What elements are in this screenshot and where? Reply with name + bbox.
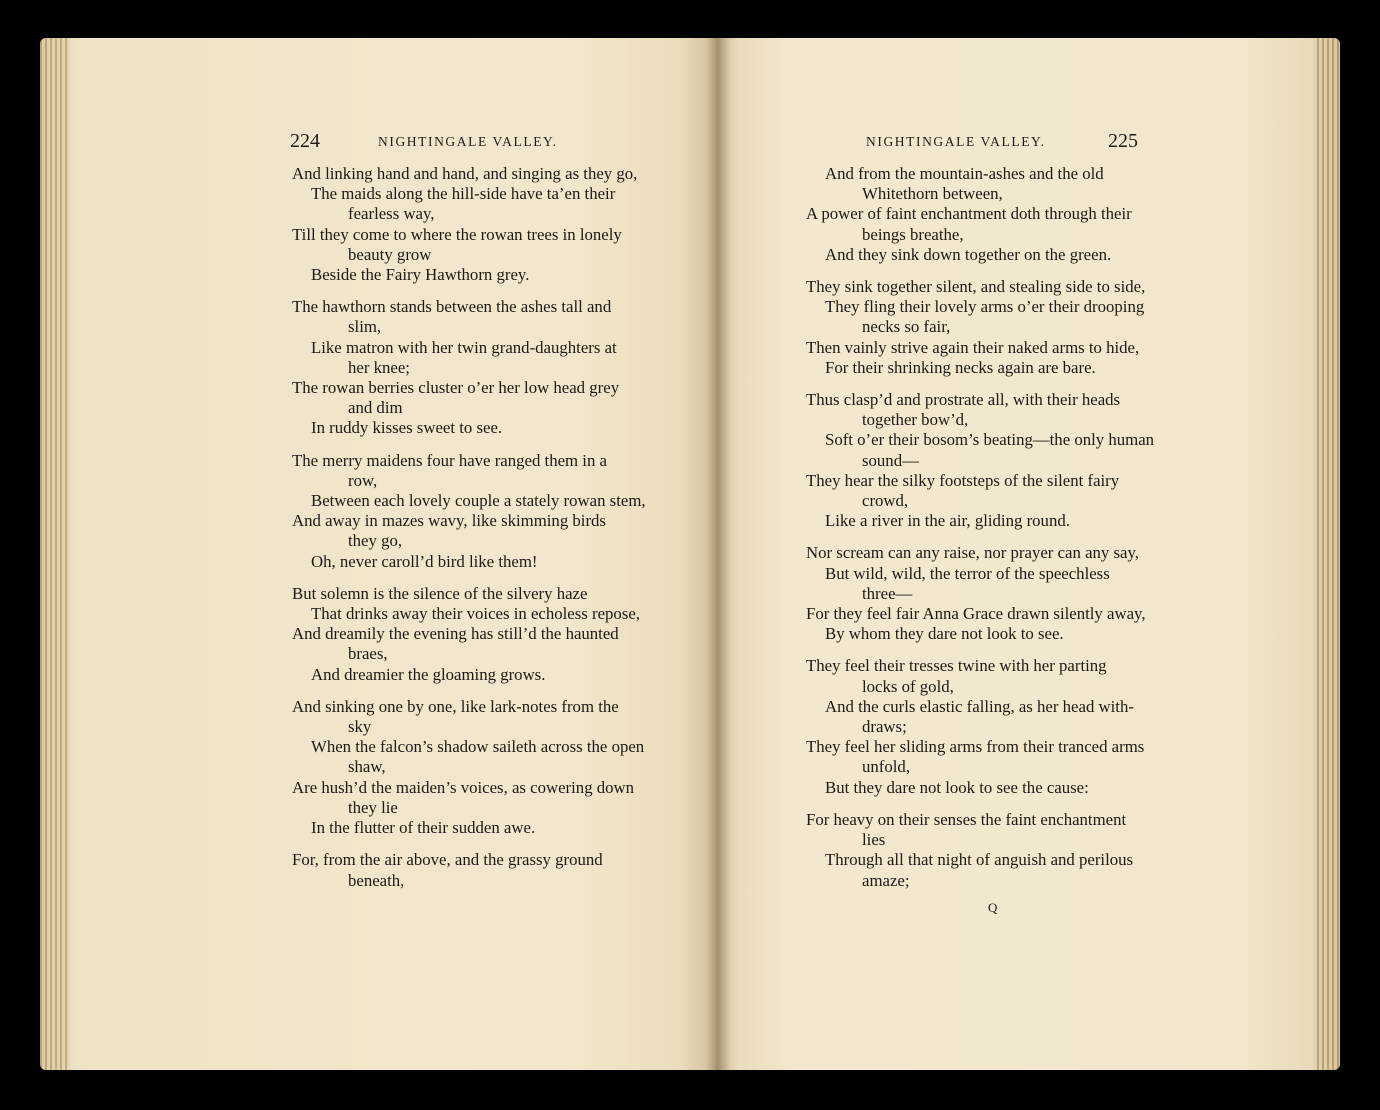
poem-line: Soft o’er their bosom’s beating—the only human [825, 430, 1155, 450]
poem-line: Are hush’d the maiden’s voices, as cowering down [292, 777, 635, 797]
right-poem-text [806, 164, 1198, 903]
poem-line: beneath, [348, 870, 405, 890]
poem-line: Then vainly strive again their naked arms to hide, [806, 337, 1140, 357]
poem-line: her knee; [348, 357, 410, 377]
poem-line: And from the mountain-ashes and the old [825, 164, 1104, 183]
poem-line: Till they come to where the rowan trees in lonely [292, 224, 622, 244]
poem-line: They feel their tresses twine with her parting [806, 656, 1107, 676]
left-page-number: 224 [290, 130, 320, 152]
poem-line: crowd, [862, 491, 909, 511]
poem-line: Thus clasp’d and prostrate all, with their heads [806, 390, 1121, 410]
poem-line: Whitethorn between, [862, 184, 1003, 204]
poem-line: Like a river in the air, gliding round. [825, 511, 1070, 531]
poem-line: They sink together silent, and stealing side to side, [806, 277, 1146, 297]
poem-line: For, from the air above, and the grassy ground [292, 850, 603, 870]
poem-line: draws; [862, 717, 907, 737]
poem-line: and dim [348, 398, 403, 418]
poem-line: But they dare not look to see the cause: [825, 777, 1089, 797]
poem-line: three— [862, 583, 913, 603]
poem-line: And they sink down together on the green. [825, 244, 1112, 264]
poem-line: For heavy on their senses the faint enchantment [806, 809, 1127, 829]
poem-line: They fling their lovely arms o’er their drooping [825, 297, 1145, 317]
poem-line: For they feel fair Anna Grace drawn silently away, [806, 604, 1146, 624]
poem-line: sound— [862, 450, 919, 470]
left-poem-text [292, 164, 684, 903]
poem-line: Like matron with her twin grand-daughters at [311, 337, 617, 357]
poem-line: But wild, wild, the terror of the speechless [825, 563, 1110, 583]
poem-line: together bow’d, [862, 410, 969, 430]
poem-line: Through all that night of anguish and perilous [825, 850, 1134, 870]
poem-line: necks so fair, [862, 317, 951, 337]
left-running-head: NIGHTINGALE VALLEY. [378, 134, 558, 149]
poem-line: In the flutter of their sudden awe. [311, 818, 536, 838]
stanza [292, 164, 684, 285]
page-edges-left [40, 38, 70, 1070]
stanza [806, 656, 1198, 797]
left-page-header [40, 130, 720, 158]
poem-line: The maids along the hill-side have ta’en their [311, 184, 616, 204]
poem-line: And sinking one by one, like lark-notes from the [292, 696, 619, 716]
stanza [806, 164, 1198, 265]
poem-line: The merry maidens four have ranged them in a [292, 450, 607, 470]
stanza [292, 697, 684, 838]
poem-line: And the curls elastic falling, as her head with- [825, 696, 1134, 716]
poem-line: Nor scream can any raise, nor prayer can any say, [806, 543, 1139, 563]
poem-line: beauty grow [348, 244, 432, 264]
poem-line: they go, [348, 531, 403, 551]
poem-line: locks of gold, [862, 676, 954, 696]
stanza [806, 390, 1198, 531]
poem-line: slim, [348, 317, 382, 337]
right-running-head: NIGHTINGALE VALLEY. [866, 134, 1046, 149]
poem-line: When the falcon’s shadow saileth across the open [311, 737, 645, 757]
poem-line: For their shrinking necks again are bare. [825, 357, 1096, 377]
left-page [40, 38, 720, 1070]
right-page-header [716, 130, 1340, 158]
poem-line: they lie [348, 797, 398, 817]
open-book [40, 38, 1340, 1070]
stanza [806, 543, 1198, 644]
page-edges-right [1314, 38, 1340, 1070]
poem-line: lies [862, 830, 886, 850]
poem-line: The hawthorn stands between the ashes tall and [292, 297, 612, 317]
right-page-number: 225 [1108, 130, 1138, 152]
poem-line: sky [348, 717, 372, 737]
poem-line: And away in mazes wavy, like skimming birds [292, 511, 606, 531]
poem-line: And dreamily the evening has still’d the haunted [292, 624, 619, 644]
poem-line: In ruddy kisses sweet to see. [311, 418, 503, 438]
poem-line: shaw, [348, 757, 386, 777]
book-gutter [706, 38, 730, 1070]
poem-line: fearless way, [348, 204, 435, 224]
poem-line: They feel her sliding arms from their tranced arms [806, 737, 1145, 757]
signature-mark: Q [988, 900, 998, 915]
poem-line: The rowan berries cluster o’er her low head grey [292, 378, 620, 398]
poem-line: But solemn is the silence of the silvery haze [292, 583, 588, 603]
poem-line: amaze; [862, 870, 910, 890]
poem-line: unfold, [862, 757, 911, 777]
stanza [806, 810, 1198, 891]
poem-line: By whom they dare not look to see. [825, 624, 1064, 644]
poem-line: And linking hand and hand, and singing as they go, [292, 164, 638, 183]
poem-line: A power of faint enchantment doth through their [806, 204, 1132, 224]
poem-line: Beside the Fairy Hawthorn grey. [311, 265, 530, 285]
stanza [292, 451, 684, 572]
poem-line: And dreamier the gloaming grows. [311, 664, 546, 684]
stanza [292, 850, 684, 890]
poem-line: beings breathe, [862, 224, 964, 244]
poem-line: That drinks away their voices in echoless repose, [311, 604, 640, 624]
poem-line: row, [348, 470, 378, 490]
stanza [292, 297, 684, 438]
poem-line: They hear the silky footsteps of the silent fairy [806, 470, 1120, 490]
poem-line: braes, [348, 644, 388, 664]
stanza [292, 584, 684, 685]
poem-line: Between each lovely couple a stately rowan stem, [311, 491, 646, 511]
poem-line: Oh, never caroll’d bird like them! [311, 551, 538, 571]
right-page [716, 38, 1340, 1070]
stanza [806, 277, 1198, 378]
